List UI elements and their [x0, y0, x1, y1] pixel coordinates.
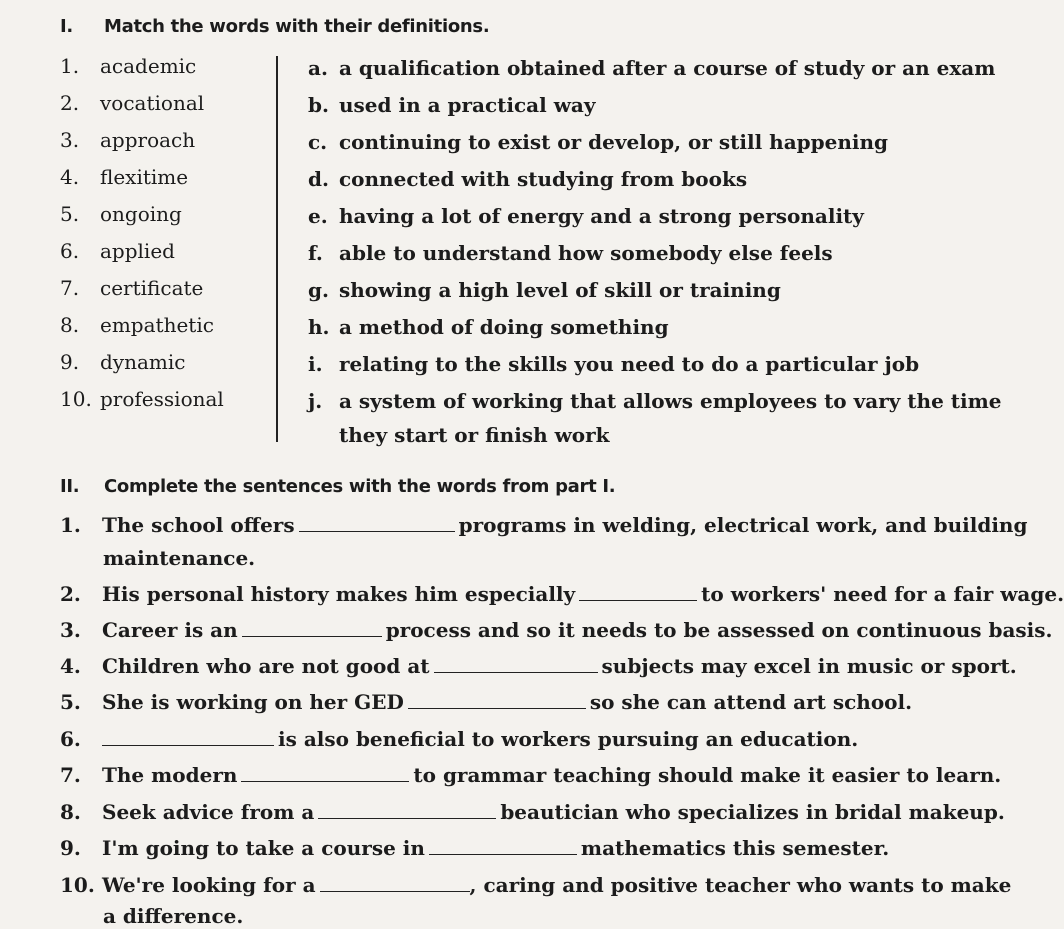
answer-blank[interactable]	[429, 836, 577, 855]
sentence-number: 3.	[60, 618, 81, 642]
definition-letter: e.	[308, 204, 328, 228]
definition-item	[308, 389, 1002, 413]
word-item	[60, 165, 188, 189]
sentence-after: to grammar teaching should make it easier to learn.	[413, 763, 1002, 787]
sentence-item	[60, 800, 1005, 824]
definition-text: used in a practical way	[339, 93, 596, 117]
sentence-after: programs in welding, electrical work, and building	[458, 513, 1028, 537]
definition-letter: g.	[308, 278, 329, 302]
answer-blank[interactable]	[579, 582, 697, 601]
sentence-number: 6.	[60, 727, 81, 751]
definition-text: having a lot of energy and a strong personality	[339, 204, 864, 228]
sentence-number: 4.	[60, 654, 81, 678]
definition-text: able to understand how somebody else feels	[339, 241, 833, 265]
sentence-number: 8.	[60, 800, 81, 824]
definition-item	[308, 130, 888, 154]
word-item	[60, 202, 182, 226]
definition-letter: a.	[308, 56, 328, 80]
sentence-number: 1.	[60, 513, 81, 537]
part-2-number: II.	[60, 476, 80, 497]
word-item	[60, 128, 195, 152]
word-text: professional	[100, 387, 224, 411]
sentence-continuation: a difference.	[103, 904, 244, 928]
definition-letter: j.	[308, 389, 323, 413]
word-text: academic	[100, 54, 197, 78]
sentence-before: We're looking for a	[102, 873, 316, 897]
column-divider	[276, 56, 278, 442]
word-text: approach	[100, 128, 196, 152]
definition-item	[308, 352, 919, 376]
sentence-item	[60, 873, 1011, 897]
sentence-item	[60, 690, 912, 714]
sentence-before: Children who are not good at	[102, 654, 430, 678]
word-number: 5.	[60, 202, 80, 226]
sentence-continuation: maintenance.	[103, 546, 256, 570]
sentence-after: so she can attend art school.	[589, 690, 913, 714]
word-text: vocational	[100, 91, 205, 115]
word-text: flexitime	[100, 165, 189, 189]
answer-blank[interactable]	[299, 513, 455, 532]
definition-letter: b.	[308, 93, 329, 117]
word-number: 8.	[60, 313, 80, 337]
sentence-after: mathematics this semester.	[580, 836, 890, 860]
answer-blank[interactable]	[320, 873, 470, 892]
word-text: applied	[100, 239, 175, 263]
word-number: 9.	[60, 350, 80, 374]
word-number: 6.	[60, 239, 80, 263]
definition-text: connected with studying from books	[339, 167, 748, 191]
word-item	[60, 313, 214, 337]
sentence-after: , caring and positive teacher who wants to make	[469, 873, 1012, 897]
part-2-title: Complete the sentences with the words from part I.	[104, 476, 616, 497]
definition-item	[308, 241, 833, 265]
sentence-before: Career is an	[102, 618, 238, 642]
sentence-after: subjects may excel in music or sport.	[601, 654, 1017, 678]
word-text: empathetic	[100, 313, 214, 337]
sentence-before: His personal history makes him especially	[102, 582, 576, 606]
definition-letter: h.	[308, 315, 330, 339]
answer-blank[interactable]	[102, 727, 274, 746]
sentence-number: 5.	[60, 690, 81, 714]
sentence-before: Seek advice from a	[102, 800, 315, 824]
word-number: 7.	[60, 276, 80, 300]
definition-item	[308, 56, 995, 80]
definition-text: showing a high level of skill or training	[339, 278, 781, 302]
definition-text: a qualification obtained after a course of study or an exam	[339, 56, 996, 80]
sentence-item	[60, 836, 889, 860]
word-number: 4.	[60, 165, 80, 189]
answer-blank[interactable]	[242, 618, 382, 637]
part-1-number: I.	[60, 16, 73, 37]
sentence-number: 7.	[60, 763, 81, 787]
word-item	[60, 54, 196, 78]
definition-item	[308, 278, 781, 302]
sentence-item	[60, 654, 1017, 678]
definition-text: a method of doing something	[339, 315, 669, 339]
word-item	[60, 91, 204, 115]
definition-item	[308, 93, 595, 117]
definition-item	[308, 167, 747, 191]
definition-letter: f.	[308, 241, 323, 265]
part-1-title: Match the words with their definitions.	[104, 16, 490, 37]
part-1-heading	[60, 16, 489, 37]
sentence-item	[60, 618, 1053, 642]
sentence-after: beautician who specializes in bridal makeup.	[500, 800, 1005, 824]
answer-blank[interactable]	[408, 690, 586, 709]
answer-blank[interactable]	[434, 654, 598, 673]
sentence-after: process and so it needs to be assessed on continuous basis.	[385, 618, 1053, 642]
part-2-heading	[60, 476, 615, 497]
definition-continuation: they start or finish work	[339, 423, 610, 447]
definition-item	[308, 204, 864, 228]
sentence-after: is also beneficial to workers pursuing an education.	[278, 727, 859, 751]
definition-letter: i.	[308, 352, 323, 376]
sentence-item	[60, 582, 1064, 606]
word-item	[60, 239, 175, 263]
sentence-after: to workers' need for a fair wage.	[701, 582, 1064, 606]
word-number: 10.	[60, 387, 92, 411]
sentence-item	[60, 763, 1001, 787]
sentence-before: I'm going to take a course in	[102, 836, 425, 860]
answer-blank[interactable]	[241, 763, 409, 782]
sentence-number: 10.	[60, 873, 95, 897]
word-item	[60, 350, 185, 374]
sentence-before: The modern	[102, 763, 238, 787]
word-item	[60, 387, 224, 411]
definition-text: relating to the skills you need to do a particular job	[339, 352, 920, 376]
sentence-number: 2.	[60, 582, 81, 606]
definition-letter: c.	[308, 130, 328, 154]
word-text: certificate	[100, 276, 204, 300]
definition-text: a system of working that allows employees to vary the time	[339, 389, 1002, 413]
definition-letter: d.	[308, 167, 329, 191]
sentence-before: The school offers	[102, 513, 295, 537]
definition-text: continuing to exist or develop, or still happening	[339, 130, 889, 154]
word-number: 2.	[60, 91, 80, 115]
sentence-item	[60, 727, 858, 751]
sentence-before: She is working on her GED	[102, 690, 404, 714]
word-text: dynamic	[100, 350, 186, 374]
definition-item	[308, 315, 669, 339]
word-item	[60, 276, 203, 300]
word-text: ongoing	[100, 202, 182, 226]
answer-blank[interactable]	[318, 800, 496, 819]
word-number: 1.	[60, 54, 80, 78]
sentence-number: 9.	[60, 836, 81, 860]
word-number: 3.	[60, 128, 80, 152]
sentence-item	[60, 513, 1027, 537]
